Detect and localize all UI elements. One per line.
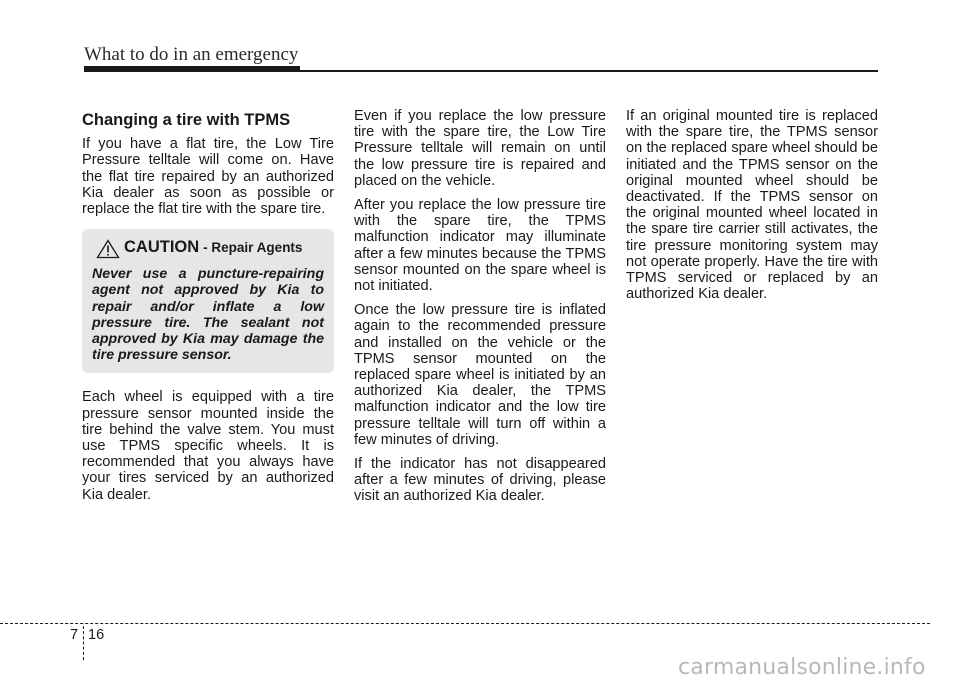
page-number: 16 [88,627,105,643]
warning-triangle-icon [96,239,120,259]
caution-title [92,239,324,259]
section-heading: Changing a tire with TPMS [82,111,291,129]
column-1 [82,108,334,511]
caution-label: CAUTION [124,238,200,257]
column-2 [354,108,606,513]
paragraph: After you replace the low pressure tire with the spare tire, the TPMS malfunction indicator may illuminate after a few minutes because the TPMS sensor mounted on the spare wheel is not initiated. [354,197,606,295]
wheel-sensor-paragraph: Each wheel is equipped with a tire pressure sensor mounted inside the tire behind the valve stem. You must use TPMS specific wheels. It is recommended that you always have your tires serviced by an authorized Kia dealer. [82,389,334,503]
caution-body: Never use a puncture-repairing agent not approved by Kia to repair and/or inflate a low pressure tire. The sealant not approved by Kia may damage the tire pressure sensor. [92,266,324,364]
paragraph: Once the low pressure tire is inflated again to the recommended pressure and installed on the vehicle or the TPMS sensor mounted on the replaced spare wheel is initiated by an authorized Kia dealer, the TPMS malfunction indicator and the low tire pressure telltale will turn off within a few minutes of driving. [354,302,606,448]
paragraph: If the indicator has not disappeared after a few minutes of driving, please visit an authorized Kia dealer. [354,456,606,505]
header-title: What to do in an emergency [84,44,299,65]
footer-rule [0,623,930,624]
chapter-number: 7 [70,627,79,643]
intro-paragraph: If you have a flat tire, the Low Tire Pressure telltale will come on. Have the flat tire repaired by an authorized Kia dealer as soon as possible or replace the flat tire with the spare tire. [82,136,334,218]
watermark: carmanualsonline.info [678,655,926,680]
paragraph: If an original mounted tire is replaced with the spare tire, the TPMS sensor on the replaced spare wheel should be initiated and the TPMS sensor on the original mounted wheel should be deactivated. If the TPMS sensor on the original mounted wheel located in the spare tire carrier still activates, the tire pressure monitoring system may not operate properly. Have the tire with TPMS serviced or replaced by an authorized Kia dealer. [626,108,878,303]
paragraph: Even if you replace the low pressure tire with the spare tire, the Low Tire Pressure telltale will remain on until the low pressure tire is repaired and placed on the vehicle. [354,108,606,189]
caution-box [82,229,334,373]
column-3 [626,108,878,310]
page-number-divider [83,626,84,660]
header-rule [84,70,878,72]
caution-subtitle: - Repair Agents [203,240,303,256]
